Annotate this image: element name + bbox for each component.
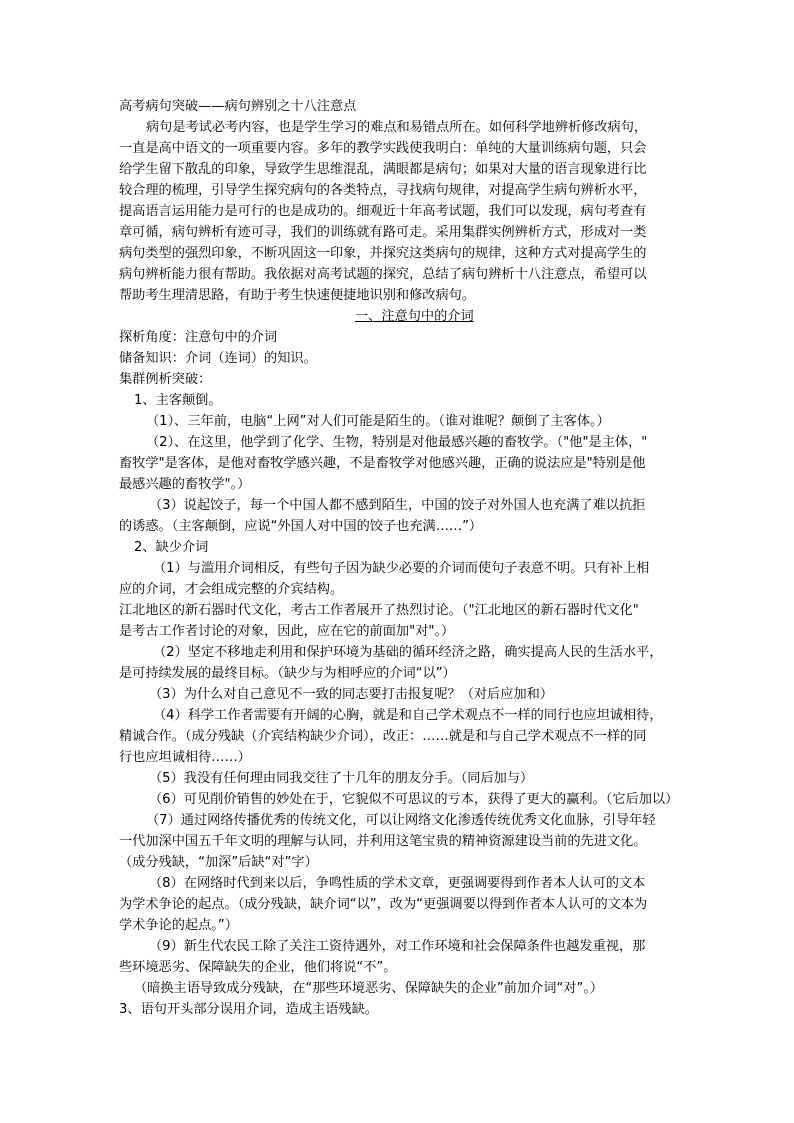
intro-line: 帮助考生理清思路，有助于考生快速便捷地识别和修改病句。: [119, 288, 476, 303]
section-heading: 一、注意句中的介词: [355, 309, 474, 324]
example-line: 为学术争论的起点。（成分残缺，缺介词“以”，改为“更强调要以得到作者本人认可的文本为: [119, 897, 648, 912]
intro-paragraph: [119, 117, 689, 306]
intro-line: 章可循，病句辨析有迹可寻，我们的训练就有路可走。采用集群实例辨析方式，形成对一类: [119, 225, 647, 240]
example-note: （暗换主语导致成分残缺，在“那些环境恶劣、保障缺失的企业”前加介词“对”。）: [134, 981, 604, 996]
angle-label: 探析角度：注意句中的介词: [119, 330, 278, 345]
example-line: （4）科学工作者需要有开阔的心胸，就是和自己学术观点不一样的同行也应坦诚相待，: [153, 708, 663, 723]
example-line: 行也应坦诚相待……）: [119, 750, 251, 765]
document-title: 高考病句突破——病句辨别之十八注意点: [119, 99, 357, 114]
example-line: （9）新生代农民工除了关注工资待遇外，对工作环境和社会保障条件也越发重视，那: [149, 939, 646, 954]
intro-line: 提高语言运用能力是可行的也是成功的。细观近十年高考试题，我们可以发现，病句考查有: [119, 204, 647, 219]
subsection-heading: 1、主客颠倒。: [134, 393, 222, 408]
intro-line: 病句辨析能力很有帮助。我依据对高考试题的探究，总结了病句辨析十八注意点，希望可以: [119, 267, 647, 282]
intro-line: 给学生留下散乱的印象，导致学生思维混乱，满眼都是病句；如果对大量的语言现象进行比: [119, 162, 647, 177]
document-page: [119, 96, 689, 1020]
example-line: （3）为什么对自己意见不一致的同志要打击报复呢？（对后应加和）: [149, 687, 554, 702]
example-line: （2）坚定不移地走利用和保护环境为基础的循环经济之路，确实提高人民的生活水平，: [153, 645, 663, 660]
example-line: 畜牧学"是客体，是他对畜牧学感兴趣，不是畜牧学对他感兴趣，正确的说法应是"特别是他: [119, 456, 646, 471]
intro-line: 病句是考试必考内容，也是学生学习的难点和易错点所在。如何科学地辨析修改病句，: [146, 120, 648, 135]
subsection-heading: 3、语句开头部分误用介词，造成主语残缺。: [119, 1002, 378, 1017]
example-line: 江北地区的新石器时代文化，考古工作者展开了热烈讨论。（"江北地区的新石器时代文化": [119, 603, 639, 618]
example-line: （3）说起饺子，每一个中国人都不感到陌生，中国的饺子对外国人也充满了难以抗拒: [149, 498, 646, 513]
example-line: （5）我没有任何理由同我交往了十几年的朋友分手。（同后加与）: [149, 771, 534, 786]
intro-line: 一直是高中语文的一项重要内容。多年的教学实践使我明白：单纯的大量训练病句题，只会: [119, 141, 647, 156]
example-line: 精诚合作。（成分残缺（介宾结构缺少介词），改正：……就是和与自己学术观点不一样的同: [119, 729, 647, 744]
example-line: （2）、在这里，他学到了化学、生物，特别是对他最感兴趣的畜牧学。（"他"是主体，": [146, 435, 648, 450]
example-line: （8）在网络时代到来以后，争鸣性质的学术文章，更强调要得到作者本人认可的文本: [149, 876, 646, 891]
example-line: （6）可见削价销售的妙处在于，它貌似不可思议的亏本，获得了更大的赢利。（它后加以）: [149, 792, 679, 807]
example-line: （1）与滥用介词相反，有些句子因为缺少必要的介词而使句子表意不明。只有补上相: [153, 561, 650, 576]
intro-line: 病句类型的强烈印象，不断巩固这一印象，并探究这类病句的规律，这种方式对提高学生的: [119, 246, 647, 261]
example-line: （成分残缺，“加深”后缺“对”字）: [119, 855, 318, 870]
example-line: （7）通过网络传播优秀的传统文化，可以让网络文化渗透传统优秀文化血脉，引导年轻: [146, 813, 656, 828]
cluster-label: 集群例析突破：: [119, 372, 212, 387]
example-line: （1）、三年前，电脑“上网”对人们可能是陌生的。（谁对谁呢？颠倒了主客体。）: [146, 414, 610, 429]
example-line: 学术争论的起点。”）: [119, 918, 238, 933]
example-line: 的诱惑。（主客颠倒，应说“外国人对中国的饺子也充满……”）: [119, 519, 483, 534]
example-line: 一代加深中国五千年文明的理解与认同，并利用这笔宝贵的精神资源建设当前的先进文化。: [119, 834, 647, 849]
example-line: 是考古工作者讨论的对象，因此，应在它的前面加"对"。）: [119, 624, 455, 639]
subsection-heading: 2、缺少介词: [134, 540, 209, 555]
example-line: 最感兴趣的畜牧学"。）: [119, 477, 251, 492]
knowledge-label: 储备知识：介词（连词）的知识。: [119, 351, 317, 366]
example-line: 些环境恶劣、保障缺失的企业，他们将说“不”。: [119, 960, 397, 975]
intro-line: 较合理的梳理，引导学生探究病句的各类特点，寻找病句规律，对提高学生病句辨析水平，: [119, 183, 647, 198]
example-line: 应的介词，才会组成完整的介宾结构。: [119, 582, 344, 597]
example-line: 是可持续发展的最终目标。（缺少与为相呼应的介词“以”）: [119, 666, 456, 681]
